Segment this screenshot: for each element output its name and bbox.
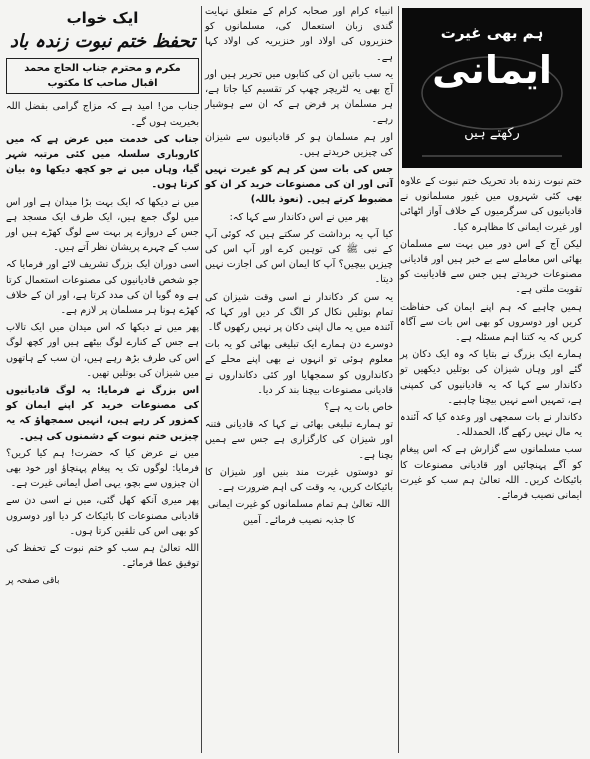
logo-bottom-text: رکھتے ہیں [464, 126, 520, 141]
mid-paragraph-6: کیا آپ یہ برداشت کر سکتے ہیں کہ کوئی آپ کے نبی ﷺ کی توہین کرے اور آپ اس کی چیزیں بیچیں؟ آپ کا ایمان اس کی اجازت نہیں دیتا۔ [205, 228, 393, 286]
right-paragraph-1: ختم نبوت زندہ باد تحریک ختم نبوت کے علاوہ بھی کئی شہروں میں غیور مسلمانوں نے قادیانیوں کی سرگرمیوں کے خلاف آواز اٹھائی اور غیرت ایمانی کا مظاہرہ کیا۔ [400, 176, 582, 233]
logo-top-text: ہم بھی غیرت [440, 24, 544, 42]
left-paragraph-1: جناب من! امید ہے کہ مزاج گرامی بفضل اللہ بخیریت ہوں گے۔ [6, 101, 199, 128]
right-paragraph-4: ہمارے ایک بزرگ نے بتایا کہ وہ ایک دکان پر گئے اور وہاں شیزان کی بوتلیں دیکھیں تو دکاندار سے کہا کہ یہ قادیانیوں کی کمپنی ہے، تمہیں اسے نہیں بیچنا چاہیے۔ [400, 349, 582, 406]
article-byline: مکرم و محترم جناب الحاج محمد اقبال صاحب کا مکتوب [6, 58, 199, 94]
left-paragraph-5: پھر میں نے دیکھا کہ اس میدان میں ایک تالاب ہے جس کے کنارے لوگ بیٹھے ہیں اور کچھ لوگ اس کی طرف بڑھ رہے ہیں، ان سب کے ہاتھوں میں شیزان کی بوتلیں تھیں۔ [6, 322, 199, 379]
left-paragraph-3: میں نے دیکھا کہ ایک بہت بڑا میدان ہے اور اس میں لوگ جمع ہیں، ایک طرف ایک مسجد ہے جس کے دروازے پر بہت سے لوگ کھڑے ہیں اور سب کے چہرے پریشان نظر آتے ہیں۔ [6, 196, 199, 254]
mid-paragraph-2: یہ سب باتیں ان کی کتابوں میں تحریر ہیں اور آج بھی یہ لٹریچر چھپ کر تقسیم کیا جاتا ہے، ہر مسلمان پر فرض ہے کہ ان سے ہوشیار رہے۔ [205, 68, 393, 126]
left-paragraph-8: پھر میری آنکھ کھل گئی، میں نے اسی دن سے قادیانی مصنوعات کا بائیکاٹ کر دیا اور دوسروں کو بھی اس کی تلقین کرتا ہوں۔ [6, 495, 199, 537]
left-paragraph-7: میں نے عرض کیا کہ حضرت! ہم کیا کریں؟ فرمایا: لوگوں تک یہ پیغام پہنچاؤ اور خود بھی ان چیزوں سے بچو، یہی اصل ایمانی غیرت ہے۔ [6, 447, 199, 490]
mid-paragraph-3: اور ہم مسلمان ہو کر قادیانیوں سے شیزان کی چیزیں خریدتے ہیں۔ [205, 131, 393, 158]
middle-column [205, 4, 393, 530]
mid-paragraph-4: جس کی بات سن کر ہم کو غیرت نہیں آتی اور ان کی مصنوعات خرید کر ان کو مضبوط کرتے ہیں۔ (نعوذ باللہ) [205, 164, 393, 206]
right-paragraph-3: ہمیں چاہیے کہ ہم اپنے ایمان کی حفاظت کریں اور دوسروں کو بھی اس بات سے آگاہ کریں کہ یہ کتنا اہم مسئلہ ہے۔ [400, 301, 582, 344]
continued-note: باقی صفحہ پر [6, 575, 60, 586]
left-paragraph-2: جناب کی خدمت میں عرض ہے کہ میں کاروباری سلسلہ میں کئی مرتبہ شہر گیا، وہاں میں نے جو کچھ دیکھا وہ بیان کرتا ہوں۔ [6, 133, 199, 191]
left-paragraph-6: اس بزرگ نے فرمایا: یہ لوگ قادیانیوں کی مصنوعات خرید کر اپنے ایمان کو کمزور کر رہے ہیں، انہیں سمجھاؤ کہ یہ چیزیں ختم نبوت کے دشمنوں کی ہیں۔ [6, 385, 199, 442]
ghairat-imani-logo [402, 8, 582, 168]
mid-paragraph-7: یہ سن کر دکاندار نے اسی وقت شیزان کی تمام بوتلیں نکال کر الگ کر دیں اور کہا کہ آئندہ میں یہ مال اپنی دکان پر نہیں رکھوں گا۔ [205, 291, 393, 334]
mid-paragraph-5: پھر میں نے اس دکاندار سے کہا کہ: [229, 211, 369, 223]
right-paragraph-6: سب مسلمانوں سے گزارش ہے کہ اس پیغام کو آگے پہنچائیں اور قادیانی مصنوعات کا بائیکاٹ کریں۔ اللہ تعالیٰ ہم سب کو غیرت ایمانی نصیب فرمائے۔ [400, 444, 582, 502]
column-divider-left [201, 6, 202, 753]
article-headline: ایک خواب [66, 9, 139, 27]
right-paragraph-5: دکاندار نے بات سمجھی اور وعدہ کیا کہ آئندہ یہ مال نہیں رکھے گا، الحمدللہ۔ [400, 412, 582, 439]
right-paragraph-2: لیکن آج کے اس دور میں بہت سے مسلمان بھائی اس معاملے سے بے خبر ہیں اور قادیانی مصنوعات خریدتے ہیں جس سے قادیانیت کو تقویت ملتی ہے۔ [400, 238, 582, 296]
left-paragraph-9: اللہ تعالیٰ ہم سب کو ختم نبوت کے تحفظ کی توفیق عطا فرمائے۔ [6, 543, 199, 570]
mid-paragraph-9: خاص بات یہ ہے؟ [324, 402, 393, 414]
left-column [6, 8, 199, 589]
logo-main-text: ایمانی [432, 48, 552, 92]
mid-paragraph-8: دوسرے دن ہمارے ایک تبلیغی بھائی کو یہ بات معلوم ہوئی تو انہوں نے بھی اپنے محلے کے دکانداروں کو سمجھایا اور کئی دکانداروں نے قادیانی مصنوعات بیچنا بند کر دیا۔ [205, 339, 393, 396]
right-column [400, 8, 582, 505]
mid-paragraph-1: انبیاء کرام اور صحابہ کرام کے متعلق نہایت گندی زبان استعمال کی، مسلمانوں کو خنزیروں کی اولاد اور خنزیریہ کی اولاد کہا ہے۔ [205, 6, 393, 63]
mid-paragraph-10: تو ہمارے تبلیغی بھائی نے کہا کہ قادیانی فتنہ اور شیزان کی کارگزاری ہے جس سے ہمیں بچنا ہے۔ [205, 419, 393, 461]
left-paragraph-4: اسی دوران ایک بزرگ تشریف لائے اور فرمایا کہ جو شخص قادیانیوں کی مصنوعات استعمال کرتا ہے وہ گویا ان کی مدد کرتا ہے، اور ان کے خلاف کھڑے ہونا ہر مسلمان پر لازم ہے۔ [6, 259, 199, 317]
column-divider-right [398, 6, 399, 753]
mid-paragraph-11: تو دوستوں غیرت مند بنیں اور شیزان کا بائیکاٹ کریں، یہ وقت کی اہم ضرورت ہے۔ [205, 466, 393, 494]
article-title: تحفظ ختم نبوت زندہ باد [9, 31, 196, 52]
mid-paragraph-12: اللہ تعالیٰ ہم تمام مسلمانوں کو غیرت ایمانی کا جذبہ نصیب فرمائے۔ آمین [207, 499, 391, 526]
